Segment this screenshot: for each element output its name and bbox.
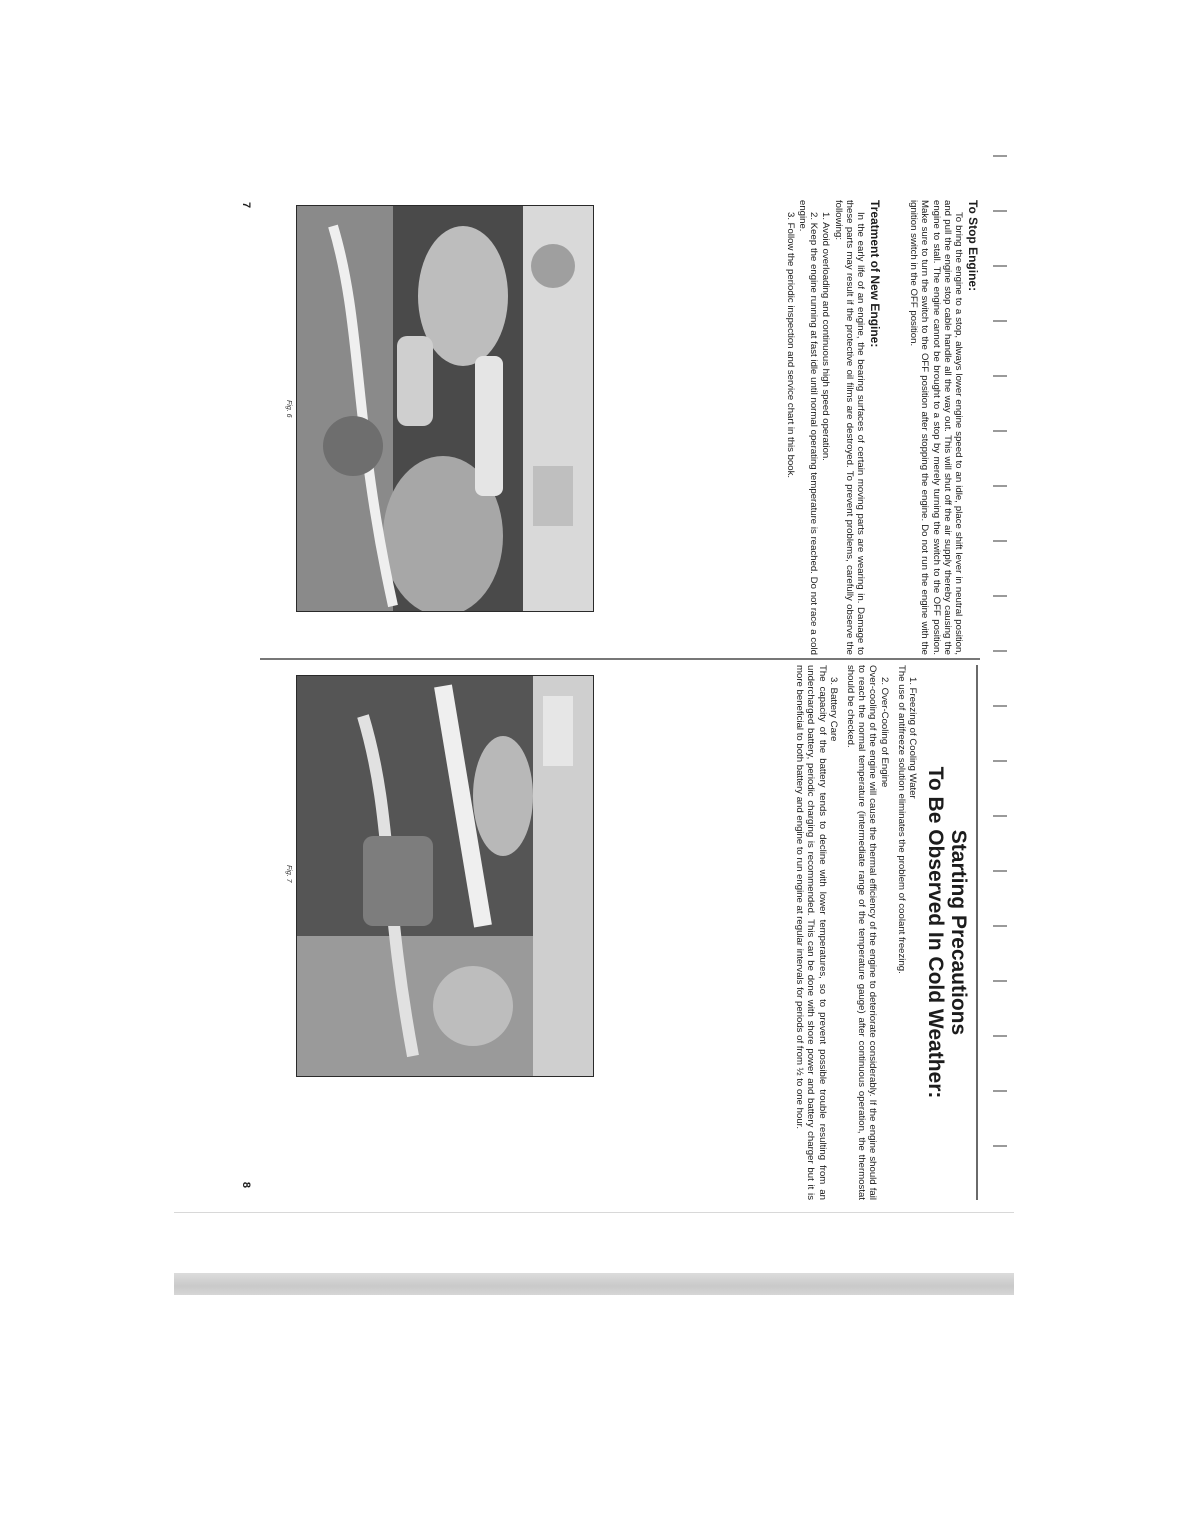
item-2-heading: 2. Over-Cooling of Engine [878, 677, 890, 788]
figure-7-photo [296, 675, 594, 1077]
edge-tick [993, 925, 1007, 927]
item-1-heading: 1. Freezing of Cooling Water [907, 677, 918, 799]
cold-weather-section [794, 665, 970, 1200]
edge-tick [993, 320, 1007, 322]
edge-tick [993, 485, 1007, 487]
page-number-7: 7 [240, 202, 252, 209]
edge-tick [993, 815, 1007, 817]
item-1-text: The use of antifreeze solution eliminates the problem of coolant freezing. [895, 665, 907, 974]
edge-tick [993, 1145, 1007, 1147]
edge-tick [993, 430, 1007, 432]
edge-tick [993, 760, 1007, 762]
new-engine-item-2: 2. Keep the engine running at fast idle until normal operating temperature is reached. Do not race a cold engine. [796, 200, 820, 655]
new-engine-section [785, 200, 882, 655]
edge-tick [993, 1090, 1007, 1092]
scan-bottom-strip [174, 1273, 1014, 1295]
figure-6-photo [296, 205, 594, 612]
page-8 [220, 665, 980, 1200]
edge-tick [993, 210, 1007, 212]
item-3-text: The capacity of the battery tends to decline with lower temperatures, so to prevent possible trouble resulting from an undercharged battery, periodic charging is recommended. This can be done with shore power and battery charger but it is more beneficial to both battery and engine to run engine at regular intervals for periods of from ½ to one hour. [794, 665, 828, 1200]
edge-tick [993, 650, 1007, 652]
new-engine-heading: Treatment of New Engine: [868, 200, 882, 348]
section-title-line-1: Starting Precautions [947, 829, 970, 1036]
new-engine-item-1: 1. Avoid overloading and continuous high speed operation. [820, 212, 832, 461]
new-engine-item-3: 3. Follow the periodic inspection and service chart in this book. [784, 212, 796, 479]
section-title-line-2: To Be Observed In Cold Weather: [924, 766, 947, 1099]
page-divider [260, 658, 980, 660]
edge-tick [993, 1035, 1007, 1037]
figure-6-caption: Fig. 6 [285, 400, 292, 418]
edge-tick [993, 980, 1007, 982]
figure-7-caption: Fig. 7 [285, 865, 292, 883]
edge-tick [993, 870, 1007, 872]
top-rule [976, 665, 978, 1200]
stop-engine-text: To bring the engine to a stop, always lower engine speed to an idle, place shift lever in neutral position, and pull the engine stop cable handle all the way out. This will shut off the air supply thereby causing the engine to stall. The engine cannot be brought to a stop by merely turning the switch to the OFF position. Make sure to turn the switch to the OFF position after stopping the engine. Do not run the engine with the ignition switch in the OFF position. [908, 200, 964, 655]
item-2-text: Over-cooling of the engine will cause the thermal efficiency of the engine to deteriorate considerably. If the engine should fail to reach the normal temperature (intermediate range of the temperature gauge) after continuous operation, the thermostat should be checked. [844, 665, 879, 1200]
stop-engine-heading: To Stop Engine: [966, 200, 980, 292]
booklet-spread [220, 200, 980, 1200]
stop-engine-section [908, 200, 980, 655]
scan-edge-line [174, 1212, 1014, 1213]
edge-tick [993, 155, 1007, 157]
page-7 [220, 200, 980, 655]
item-3-heading: 3. Battery Care [827, 677, 839, 742]
edge-tick [993, 705, 1007, 707]
edge-tick [993, 265, 1007, 267]
edge-tick [993, 595, 1007, 597]
edge-tick [993, 375, 1007, 377]
edge-tick [993, 540, 1007, 542]
new-engine-intro: In the early life of an engine, the bearing surfaces of certain moving parts are wearing in. Damage to these parts may result if the protective oil films are destroyed. To prevent problems, carefully observe the following: [832, 200, 866, 655]
page-number-8: 8 [240, 1181, 252, 1188]
